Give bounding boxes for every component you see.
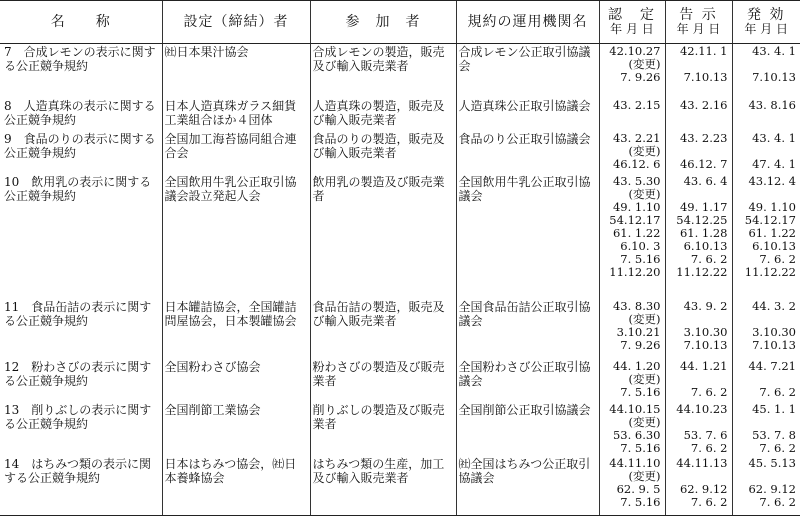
notice-date: 43. 2.23 xyxy=(679,130,728,145)
cell-setter: 全国飲用牛乳公正取引協議会設立発起人会 xyxy=(162,174,310,299)
header-operator: 規約の運用機関名 xyxy=(456,1,599,44)
cell-effective-dates xyxy=(732,299,800,359)
header-name: 名 称 xyxy=(0,1,162,44)
cell-name: 13 削りぶしの表示に関する公正競争規約 xyxy=(4,402,152,431)
notice-date xyxy=(668,470,728,483)
approval-date: (変更) xyxy=(628,311,661,326)
approval-date: 7. 5.16 xyxy=(620,494,661,509)
cell-participants: 人造真珠の製造，販売及び輸入販売業者 xyxy=(310,98,456,131)
table-row xyxy=(0,174,800,299)
cell-setter: 全国削節工業協会 xyxy=(162,402,310,456)
effective-date: 43. 4. 1 xyxy=(752,44,796,58)
approval-date: 7. 9.26 xyxy=(620,70,661,84)
notice-date: 43. 2.16 xyxy=(679,97,728,112)
effective-date: 7. 6. 2 xyxy=(759,384,796,399)
effective-date xyxy=(735,373,797,386)
notice-date: 7. 6. 2 xyxy=(690,251,728,266)
effective-date: 43.12. 4 xyxy=(748,173,796,188)
approval-date: 7. 5.16 xyxy=(620,440,661,455)
cell-notice-dates xyxy=(665,299,732,359)
header-participants: 参 加 者 xyxy=(310,1,456,44)
table-row xyxy=(0,456,800,516)
notice-date: 49. 1.17 xyxy=(679,199,728,214)
cell-name: 9 食品のりの表示に関する公正競争規約 xyxy=(4,131,156,160)
cell-setter: 全国加工海苔協同組合連合会 xyxy=(162,131,310,174)
effective-date: 54.12.17 xyxy=(744,212,796,227)
notice-date: 7.10.13 xyxy=(683,337,728,352)
table-row xyxy=(0,98,800,131)
cell-participants: 粉わさびの製造及び販売業者 xyxy=(310,359,456,402)
notice-date: 53. 7. 6 xyxy=(683,427,728,442)
approval-date: (変更) xyxy=(628,371,661,386)
approval-date: (変更) xyxy=(628,57,661,71)
approval-date: 62. 9. 5 xyxy=(616,481,661,496)
notice-date: 43. 9. 2 xyxy=(683,298,728,313)
notice-date: 44. 1.21 xyxy=(679,358,728,373)
cell-effective-dates xyxy=(732,402,800,456)
effective-date xyxy=(735,145,797,158)
approval-date: 44.10.15 xyxy=(609,401,661,416)
notice-date: 44.10.23 xyxy=(676,401,728,416)
table-row xyxy=(0,44,800,98)
cell-approval-dates xyxy=(599,359,665,402)
cell-operator: 全国削節公正取引協議会 xyxy=(456,402,599,456)
effective-date: 3.10.30 xyxy=(752,324,796,339)
effective-date: 44. 7.21 xyxy=(748,358,796,373)
notice-date: 6.10.13 xyxy=(683,238,728,253)
cell-operator: 合成レモン公正取引協議会 xyxy=(456,44,599,98)
approval-date: 43. 8.30 xyxy=(612,298,661,313)
cell-participants: 食品のりの製造，販売及び輸入販売業者 xyxy=(310,131,456,174)
cell-approval-dates xyxy=(599,98,665,131)
approval-date: 42.10.27 xyxy=(609,44,661,58)
cell-effective-dates xyxy=(732,174,800,299)
cell-approval-dates xyxy=(599,174,665,299)
cell-name: 7 合成レモンの表示に関する公正競争規約 xyxy=(4,45,156,73)
effective-date: 44. 3. 2 xyxy=(752,298,796,313)
cell-participants: はちみつ類の生産，加工及び輸入販売業者 xyxy=(310,456,456,516)
cell-approval-dates xyxy=(599,44,665,98)
approval-date: 7. 9.26 xyxy=(620,337,661,352)
notice-date: 7. 6. 2 xyxy=(690,494,728,509)
cell-effective-dates xyxy=(732,359,800,402)
approval-date: (変更) xyxy=(628,468,661,483)
approval-date: 44.11.10 xyxy=(609,455,661,470)
notice-date: 61. 1.28 xyxy=(679,225,728,240)
effective-date: 45. 5.13 xyxy=(748,455,796,470)
cell-setter: 日本罐詰協会，全国罐詰問屋協会，日本製罐協会 xyxy=(162,299,310,359)
table-row xyxy=(0,131,800,174)
header-approval-top: 認 定 xyxy=(608,7,656,23)
cell-name: 12 粉わさびの表示に関する公正競争規約 xyxy=(4,359,152,388)
approval-date: (変更) xyxy=(628,414,661,429)
header-approval-bottom: 年 月 日 xyxy=(610,22,654,36)
header-notice-bottom: 年 月 日 xyxy=(676,22,721,36)
effective-date: 7. 6. 2 xyxy=(759,494,796,509)
cell-name: 10 飲用乳の表示に関する公正競争規約 xyxy=(4,174,152,203)
effective-date: 49. 1.10 xyxy=(748,199,796,214)
cell-notice-dates xyxy=(665,98,732,131)
effective-date: 7.10.13 xyxy=(752,337,796,352)
approval-date: 7. 5.16 xyxy=(620,251,661,266)
effective-date: 53. 7. 8 xyxy=(752,427,796,442)
effective-date xyxy=(735,188,797,201)
cell-notice-dates xyxy=(665,402,732,456)
notice-date: 3.10.30 xyxy=(683,324,728,339)
cell-operator: ㈳全国はちみつ公正取引協議会 xyxy=(456,456,599,516)
notice-date: 7. 6. 2 xyxy=(690,384,728,399)
notice-date: 7. 6. 2 xyxy=(690,440,728,455)
cell-name: 8 人造真珠の表示に関する公正競争規約 xyxy=(4,98,156,127)
notice-date xyxy=(668,313,728,326)
notice-date: 11.12.22 xyxy=(676,264,728,279)
effective-date: 45. 1. 1 xyxy=(752,401,796,416)
header-effective xyxy=(732,1,800,44)
table-row xyxy=(0,359,800,402)
cell-notice-dates xyxy=(665,174,732,299)
table-row xyxy=(0,299,800,359)
cell-setter: 全国粉わさび協会 xyxy=(162,359,310,402)
effective-date xyxy=(735,470,797,483)
notice-date: 44.11.13 xyxy=(676,455,728,470)
effective-date: 6.10.13 xyxy=(752,238,796,253)
notice-date: 7.10.13 xyxy=(683,70,728,84)
approval-date: 54.12.17 xyxy=(609,212,661,227)
notice-date: 54.12.25 xyxy=(676,212,728,227)
approval-date: 43. 2.15 xyxy=(612,97,661,112)
notice-date: 43. 6. 4 xyxy=(683,173,728,188)
cell-participants: 飲用乳の製造及び販売業者 xyxy=(310,174,456,299)
effective-date: 11.12.22 xyxy=(744,264,796,279)
effective-date: 62. 9.12 xyxy=(748,481,796,496)
header-approval xyxy=(599,1,665,44)
cell-operator: 全国粉わさび公正取引協議会 xyxy=(456,359,599,402)
approval-date: (変更) xyxy=(628,143,661,158)
cell-notice-dates xyxy=(665,44,732,98)
header-notice xyxy=(665,1,732,44)
cell-name: 14 はちみつ類の表示に関する公正競争規約 xyxy=(0,456,162,516)
header-effective-top: 発 効 xyxy=(747,7,786,23)
table-row xyxy=(0,402,800,456)
notice-date xyxy=(668,145,728,158)
notice-date: 42.11. 1 xyxy=(679,44,728,58)
cell-participants: 削りぶしの製造及び販売業者 xyxy=(310,402,456,456)
cell-approval-dates xyxy=(599,131,665,174)
cell-participants: 合成レモンの製造，販売及び輸入販売業者 xyxy=(310,44,456,98)
cell-operator: 食品のり公正取引協議会 xyxy=(456,131,599,174)
approval-date: 49. 1.10 xyxy=(612,199,661,214)
cell-operator: 人造真珠公正取引協議会 xyxy=(456,98,599,131)
effective-date: 43. 8.16 xyxy=(748,97,796,112)
header-row xyxy=(0,1,800,44)
notice-date: 62. 9.12 xyxy=(679,481,728,496)
header-notice-top: 告 示 xyxy=(679,7,718,23)
cell-effective-dates xyxy=(732,44,800,98)
notice-date: 46.12. 7 xyxy=(679,156,728,171)
approval-date: 6.10. 3 xyxy=(620,238,661,253)
cell-operator: 全国飲用牛乳公正取引協議会 xyxy=(456,174,599,299)
effective-date: 47. 4. 1 xyxy=(752,156,796,171)
effective-date xyxy=(735,416,797,429)
header-setter: 設定（締結）者 xyxy=(162,1,310,44)
effective-date: 61. 1.22 xyxy=(748,225,796,240)
notice-date xyxy=(668,373,728,386)
notice-date xyxy=(668,188,728,201)
cell-effective-dates xyxy=(732,131,800,174)
approval-date: 3.10.21 xyxy=(616,324,661,339)
table-body xyxy=(0,44,800,516)
approval-date: 7. 5.16 xyxy=(620,384,661,399)
approval-date: 11.12.20 xyxy=(609,264,661,279)
cell-name: 11 食品缶詰の表示に関する公正競争規約 xyxy=(4,299,152,328)
approval-date: 43. 5.30 xyxy=(612,173,661,188)
cell-notice-dates xyxy=(665,359,732,402)
cell-effective-dates xyxy=(732,456,800,516)
cell-approval-dates xyxy=(599,299,665,359)
approval-date: 53. 6.30 xyxy=(612,427,661,442)
cell-effective-dates xyxy=(732,98,800,131)
cell-setter: ㈳日本果汁協会 xyxy=(162,44,310,98)
cell-setter: 日本人造真珠ガラス細貨工業組合ほか４団体 xyxy=(162,98,310,131)
cell-participants: 食品缶詰の製造，販売及び輸入販売業者 xyxy=(310,299,456,359)
approval-date: 44. 1.20 xyxy=(612,358,661,373)
approval-date: 61. 1.22 xyxy=(612,225,661,240)
cell-notice-dates xyxy=(665,456,732,516)
effective-date: 7. 6. 2 xyxy=(759,251,796,266)
notice-date xyxy=(668,416,728,429)
effective-date: 7. 6. 2 xyxy=(759,440,796,455)
cell-operator: 全国食品缶詰公正取引協議会 xyxy=(456,299,599,359)
cell-approval-dates xyxy=(599,456,665,516)
cell-notice-dates xyxy=(665,131,732,174)
header-effective-bottom: 年 月 日 xyxy=(744,22,789,36)
cell-approval-dates xyxy=(599,402,665,456)
cell-setter: 日本はちみつ協会，㈳日本養蜂協会 xyxy=(162,456,310,516)
approval-date: 46.12. 6 xyxy=(612,156,661,171)
effective-date: 43. 4. 1 xyxy=(752,130,796,145)
approval-date: 43. 2.21 xyxy=(612,130,661,145)
effective-date xyxy=(735,313,797,326)
approval-date: (変更) xyxy=(628,186,661,201)
effective-date: 7.10.13 xyxy=(752,70,796,84)
